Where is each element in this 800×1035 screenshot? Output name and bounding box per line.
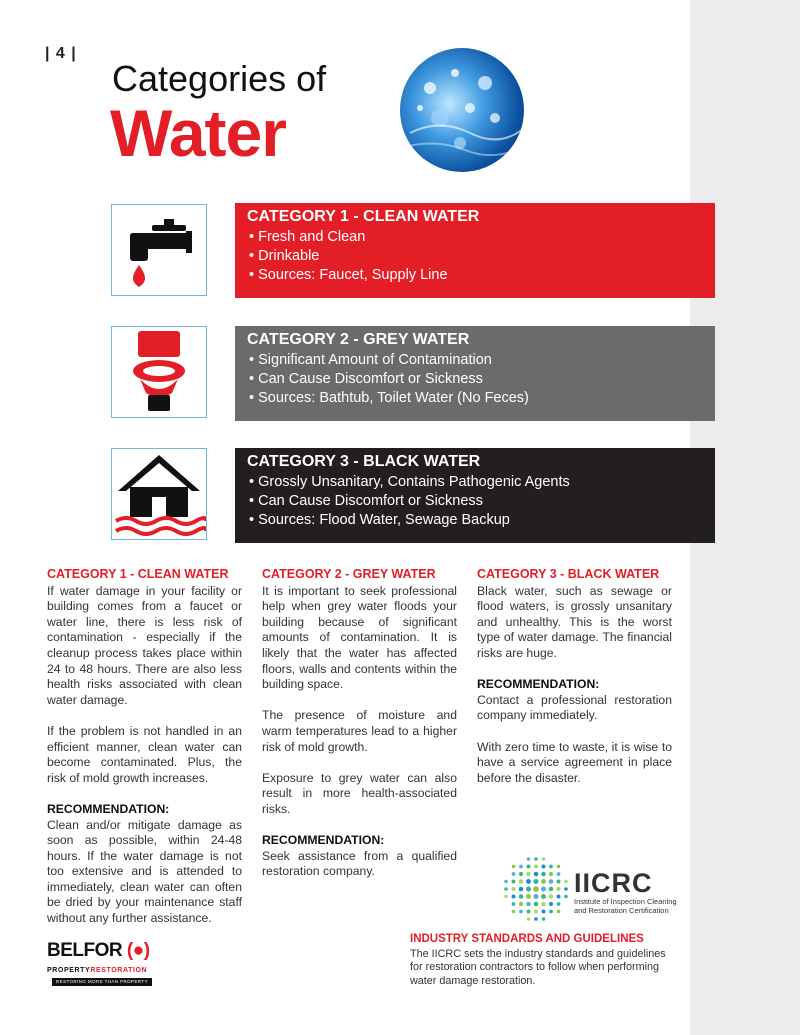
- column-3-recommendation: Contact a professional restoration company immediately.: [477, 692, 672, 723]
- column-2-paragraph: The presence of moisture and warm temperatures lead to a higher risk of mold growth.: [262, 708, 457, 754]
- industry-standards: [410, 933, 680, 988]
- category-3-bullet: • Grossly Unsanitary, Contains Pathogenic Agents: [249, 473, 703, 492]
- column-2-paragraph: Exposure to grey water can also result in more health-associated risks.: [262, 770, 457, 816]
- category-3-heading: CATEGORY 3 - BLACK WATER: [247, 453, 481, 470]
- faucet-icon-box: [111, 204, 207, 296]
- category-1-bar: [235, 203, 715, 298]
- category-2-heading: CATEGORY 2 - GREY WATER: [247, 331, 470, 348]
- belfor-logo: [47, 940, 157, 990]
- column-2-recommendation: Seek assistance from a qualified restoration company.: [262, 848, 457, 879]
- column-category-1: [47, 567, 242, 942]
- column-2-paragraph: It is important to seek professional help when grey water floods your building because of significant amounts of contamination. It is likely that the water has affected floors, walls and contents within the building space.: [262, 583, 457, 692]
- iicrc-subtitle-line2: and Restoration Certification: [574, 906, 669, 915]
- page-title-line1: Categories of: [112, 58, 327, 99]
- standards-heading: INDUSTRY STANDARDS AND GUIDELINES: [410, 933, 644, 945]
- toilet-icon: [112, 327, 206, 417]
- category-2-bullet: • Can Cause Discomfort or Sickness: [249, 370, 703, 389]
- iicrc-subtitle-line1: Institute of Inspection Cleaning: [574, 897, 677, 906]
- column-category-2: [262, 567, 457, 895]
- category-1-bullet: • Drinkable: [249, 247, 703, 266]
- category-1-bullet: • Fresh and Clean: [249, 228, 703, 247]
- globe-dots-icon: [500, 853, 572, 925]
- column-3-extra: With zero time to waste, it is wise to have a service agreement in place before the disaster.: [477, 739, 672, 785]
- flooded-house-icon-box: [111, 448, 207, 540]
- column-3-paragraph: Black water, such as sewage or flood waters, is grossly unsanitary and unhealthy. This is the worst type of water damage. The financial risks are huge.: [477, 583, 672, 660]
- iicrc-subtitle: [574, 897, 684, 915]
- iicrc-name: IICRC: [574, 868, 653, 898]
- column-1-heading: CATEGORY 1 - CLEAN WATER: [47, 567, 229, 581]
- column-2-heading: CATEGORY 2 - GREY WATER: [262, 567, 436, 581]
- category-3-bullet: • Sources: Flood Water, Sewage Backup: [249, 511, 703, 530]
- category-3-bar: [235, 448, 715, 543]
- column-2-recommendation-label: RECOMMENDATION:: [262, 833, 385, 848]
- flooded-house-icon: [112, 449, 206, 539]
- column-3-recommendation-label: RECOMMENDATION:: [477, 677, 600, 692]
- page-title-line2: Water: [110, 96, 286, 170]
- faucet-icon: [112, 205, 206, 295]
- belfor-subtitle: PROPERTYRESTORATION: [47, 967, 148, 974]
- category-1-heading: CATEGORY 1 - CLEAN WATER: [247, 208, 480, 225]
- water-splash-image: [400, 48, 524, 172]
- standards-text: The IICRC sets the industry standards and guidelines for restoration contractors to follow when performing water damage restoration.: [410, 947, 666, 987]
- column-1-recommendation-label: RECOMMENDATION:: [47, 801, 170, 816]
- category-2-bar: [235, 326, 715, 421]
- category-3-bullet: • Can Cause Discomfort or Sickness: [249, 492, 703, 511]
- belfor-tagline: RESTORING MORE THAN PROPERTY: [52, 978, 152, 986]
- column-1-recommendation: Clean and/or mitigate damage as soon as possible, within 24-48 hours. If the water damage is not too extensive and is attended to immediately, clean water can often be dried by your maintenance staff without any further assistance.: [47, 817, 242, 926]
- category-1-bullet: • Sources: Faucet, Supply Line: [249, 266, 703, 285]
- category-2-bullet: • Significant Amount of Contamination: [249, 351, 703, 370]
- column-1-paragraph: If water damage in your facility or building comes from a faucet or water line, there is less risk of contamination - especially if the cleanup process takes place within 24 to 48 hours. There are also less health risks associated with clean water damage.: [47, 583, 242, 707]
- belfor-name: BELFOR (●): [47, 940, 150, 961]
- column-1-paragraph: If the problem is not handled in an efficient manner, clean water can become contaminated. Plus, the risk of mold growth increases.: [47, 723, 242, 785]
- column-category-3: [477, 567, 672, 802]
- page-number: | 4 |: [45, 45, 77, 62]
- toilet-icon-box: [111, 326, 207, 418]
- column-3-heading: CATEGORY 3 - BLACK WATER: [477, 567, 660, 581]
- category-2-bullet: • Sources: Bathtub, Toilet Water (No Feces): [249, 389, 703, 408]
